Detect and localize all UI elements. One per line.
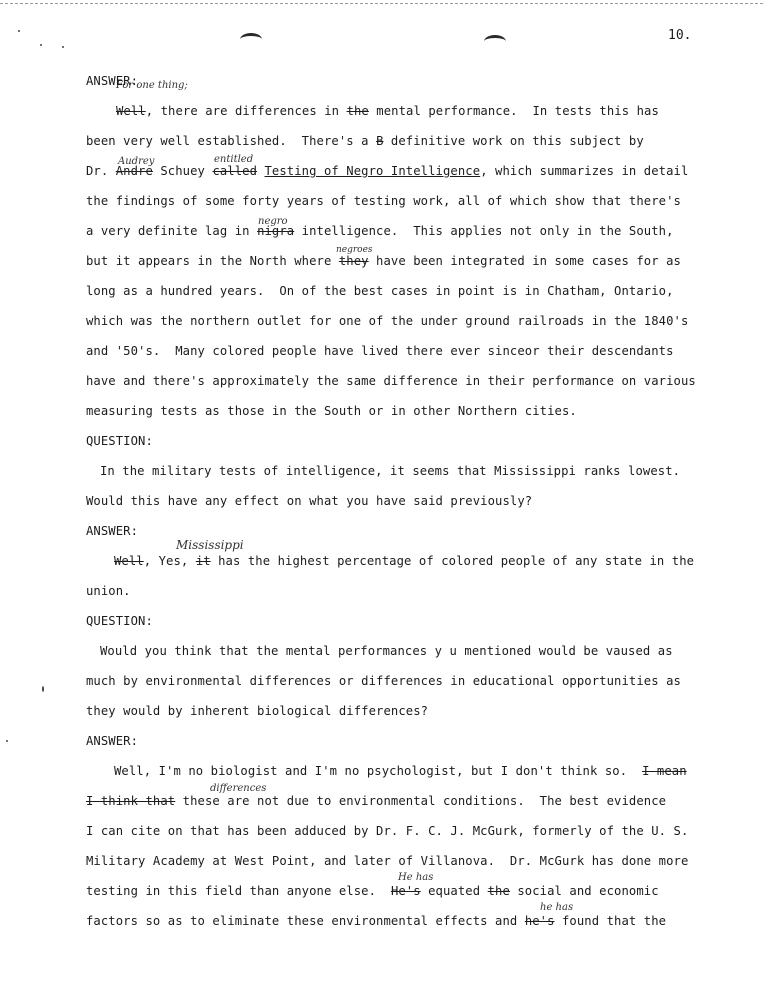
text-run: definitive work on this subject by [383, 134, 644, 148]
text-run: , Yes, [143, 554, 196, 568]
text-line [116, 104, 659, 118]
struck-text: He's [390, 884, 421, 898]
struck-text: he's [524, 914, 555, 928]
text-run: testing in this field than anyone else. [86, 884, 391, 898]
struck-text: the [346, 104, 369, 118]
text-line: and '50's. Many colored people have lived there ever sinceor their descendants [86, 344, 674, 358]
text-run: there are differences in [153, 104, 347, 118]
text-run: Dr. [86, 164, 116, 178]
text-line: they would by inherent biological differences? [86, 704, 429, 718]
text-line [86, 224, 674, 238]
struck-text: they [338, 254, 369, 268]
question-heading: QUESTION: [86, 614, 153, 628]
text-run: found that the [554, 914, 667, 928]
text-run: factors so as to eliminate these environmental effects and [86, 914, 525, 928]
text-run: equated [420, 884, 488, 898]
text-line: which was the northern outlet for one of the under ground railroads in the 1840's [86, 314, 689, 328]
struck-text: it [195, 554, 211, 568]
text-line [86, 134, 644, 148]
text-line [86, 254, 681, 268]
text-run: a very definite lag in [86, 224, 258, 238]
text-run: have been integrated in some cases for as [368, 254, 681, 268]
struck-text: I think that [86, 794, 176, 808]
text-line [86, 914, 666, 928]
struck-text: Well [116, 104, 146, 118]
text-line [114, 764, 687, 778]
text-line: Would this have any effect on what you have said previously? [86, 494, 533, 508]
scan-speck [40, 44, 42, 46]
struck-text: B [376, 134, 384, 148]
text-line: have and there's approximately the same difference in their performance on various [86, 374, 696, 388]
handwritten-differences: differences [210, 783, 267, 794]
text-run: has the highest percentage of colored people of any state in the [210, 554, 695, 568]
text-line: Would you think that the mental performances y u mentioned would be vaused as [100, 644, 673, 658]
text-line: the findings of some forty years of testing work, all of which show that there's [86, 194, 681, 208]
top-dashed-edge [0, 3, 763, 4]
text-line: much by environmental differences or differences in educational opportunities as [86, 674, 681, 688]
text-line [86, 884, 659, 898]
handwritten-mississippi: Mississippi [176, 538, 244, 552]
struck-text: I mean [642, 764, 687, 778]
text-run: these are not due to environmental conditions. The best evidence [175, 794, 667, 808]
handwritten-negroes: negroes [336, 245, 373, 255]
text-run: been very well established. There's a [86, 134, 377, 148]
struck-text: Well [114, 554, 144, 568]
struck-text: the [487, 884, 510, 898]
text-run: , which summarizes in detail [480, 164, 689, 178]
text-line: I can cite on that has been adduced by Dr. F. C. J. McGurk, formerly of the U. S. [86, 824, 689, 838]
handwritten-entitled: entitled [214, 154, 254, 165]
text-line [86, 164, 688, 178]
scan-speck [6, 740, 8, 742]
text-line: Military Academy at West Point, and later of Villanova. Dr. McGurk has done more [86, 854, 689, 868]
text-run: Schuey [152, 164, 213, 178]
page-number: 10. [668, 28, 692, 43]
text-run: , [145, 104, 154, 118]
text-line [86, 794, 666, 808]
text-run: Well, I'm no biologist and I'm no psychologist, but I don't think so. [114, 764, 643, 778]
text-line: long as a hundred years. On of the best cases in point is in Chatham, Ontario, [86, 284, 674, 298]
text-line: In the military tests of intelligence, it seems that Mississippi ranks lowest. [100, 464, 681, 478]
scan-speck [18, 30, 20, 32]
scan-speck [62, 46, 64, 48]
handwritten-negro: negro [258, 216, 288, 227]
handwritten-audrey: Audrey [118, 156, 155, 167]
handwritten-he-has-2: he has [540, 902, 574, 913]
struck-text: nigra [257, 224, 295, 238]
handwritten-he-has-1: He has [398, 872, 434, 883]
handwritten-for-one-thing: For one thing; [116, 80, 188, 91]
answer-heading: ANSWER: [86, 524, 139, 538]
text-run: social and economic [509, 884, 659, 898]
text-run: mental performance. In tests this has [368, 104, 659, 118]
struck-text: Andre [115, 164, 153, 178]
answer-heading: ANSWER: [86, 734, 139, 748]
scan-speck [42, 686, 44, 692]
question-heading: QUESTION: [86, 434, 153, 448]
text-run [257, 164, 264, 178]
struck-text: called [212, 164, 258, 178]
text-line: measuring tests as those in the South or in other Northern cities. [86, 404, 577, 418]
text-run: intelligence. This applies not only in the South, [294, 224, 674, 238]
text-line [114, 554, 694, 568]
punch-hole-mark-left [240, 33, 262, 46]
answer-heading: ANSWER: [86, 74, 139, 88]
book-title: Testing of Negro Intelligence [264, 164, 481, 178]
text-run: but it appears in the North where [86, 254, 339, 268]
text-line: union. [86, 584, 131, 598]
punch-hole-mark-right [484, 35, 506, 48]
